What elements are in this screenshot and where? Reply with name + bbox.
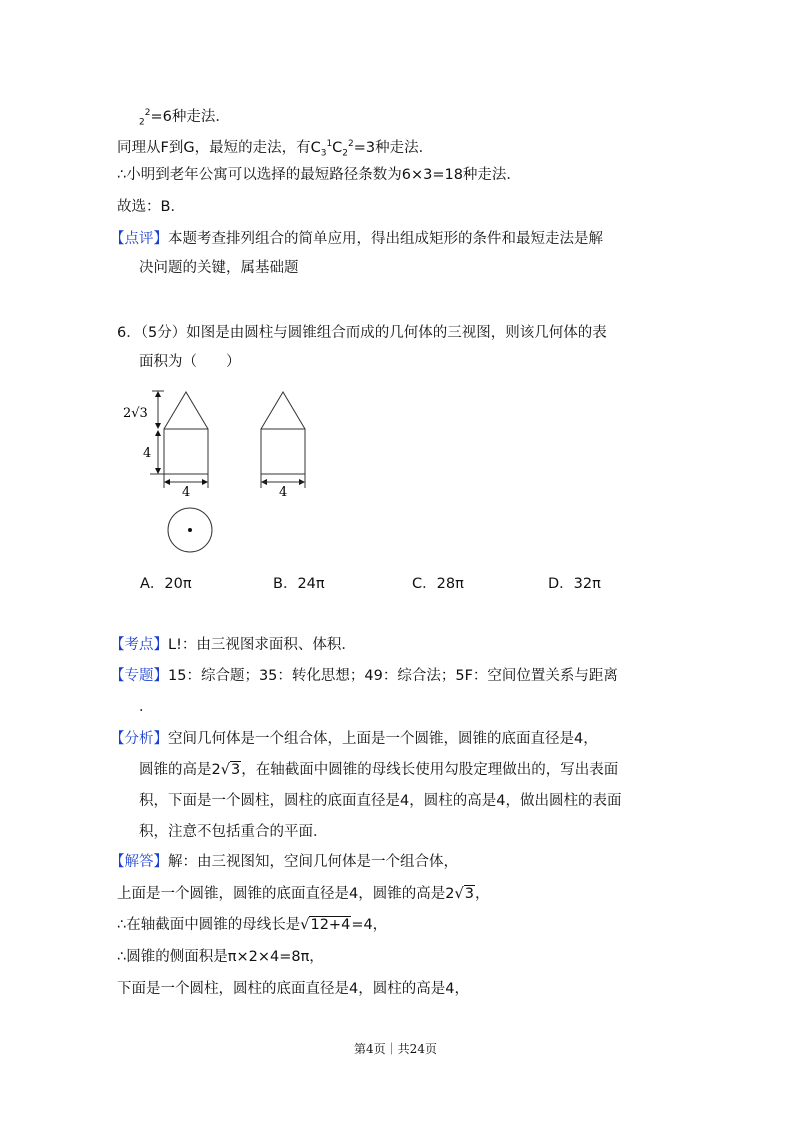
option-b[interactable]: B．24π <box>273 576 325 592</box>
text-line: 积，注意不包括重合的平面． <box>139 824 328 840</box>
side-view <box>261 392 305 488</box>
answer-line: 故选：B． <box>117 199 185 215</box>
review-line: 【点评】本题考查排列组合的简单应用，得出组成矩形的条件和最短走法是解 <box>110 231 603 247</box>
text-line: 上面是一个圆锥，圆锥的底面直径是4，圆锥的高是2√3， <box>117 886 490 902</box>
text-line: 圆锥的高是2√3，在轴截面中圆锥的母线长使用勾股定理做出的，写出表面 <box>139 762 619 778</box>
width-front-label: 4 <box>182 485 191 500</box>
text-line: 下面是一个圆柱，圆柱的底面直径是4，圆柱的高是4， <box>117 981 469 997</box>
question-stem: 6．（5分）如图是由圆柱与圆锥组合而成的几何体的三视图，则该几何体的表 <box>117 325 607 341</box>
front-view <box>150 391 208 488</box>
text-line: ∴小明到老年公寓可以选择的最短路径条数为6×3=18种走法． <box>117 167 521 183</box>
zhuanti-line: 【专题】15：综合题；35：转化思想；49：综合法；5F：空间位置关系与距离 <box>110 668 618 684</box>
option-d[interactable]: D．32π <box>548 576 601 592</box>
option-c[interactable]: C．28π <box>412 576 464 592</box>
review-tag: 【点评】 <box>110 231 168 247</box>
height-bottom-label: 4 <box>143 446 152 461</box>
top-view <box>168 508 212 552</box>
jieda-line: 【解答】解：由三视图知，空间几何体是一个组合体， <box>110 854 458 870</box>
text-line: 同理从F到G，最短的走法，有$C_3^1C_2^2=3$种走法． <box>117 139 434 159</box>
text-line: ∴在轴截面中圆锥的母线长是√12+4=4， <box>117 917 388 933</box>
kaodian-line: 【考点】L!：由三视图求面积、体积． <box>110 637 356 653</box>
text-line: ∴圆锥的侧面积是π×2×4=8π， <box>117 949 324 965</box>
width-side-label: 4 <box>279 485 288 500</box>
arrowheads <box>155 391 305 485</box>
text-line: ． <box>139 699 154 715</box>
option-a[interactable]: A．20π <box>140 576 192 592</box>
question-stem: 面积为（ ） <box>139 354 241 370</box>
fenxi-line: 【分析】空间几何体是一个组合体，上面是一个圆锥，圆锥的底面直径是4， <box>110 731 598 747</box>
three-view-figure <box>110 385 330 560</box>
text-line: 决问题的关键，属基础题 <box>139 260 299 276</box>
page-footer: 第4页｜共24页 <box>354 1042 437 1056</box>
text-line: $_2^2$=6种走法． <box>139 108 230 128</box>
height-top-label: 2√3 <box>123 406 148 421</box>
text-line: 积，下面是一个圆柱，圆柱的底面直径是4，圆柱的高是4，做出圆柱的表面 <box>139 793 622 809</box>
